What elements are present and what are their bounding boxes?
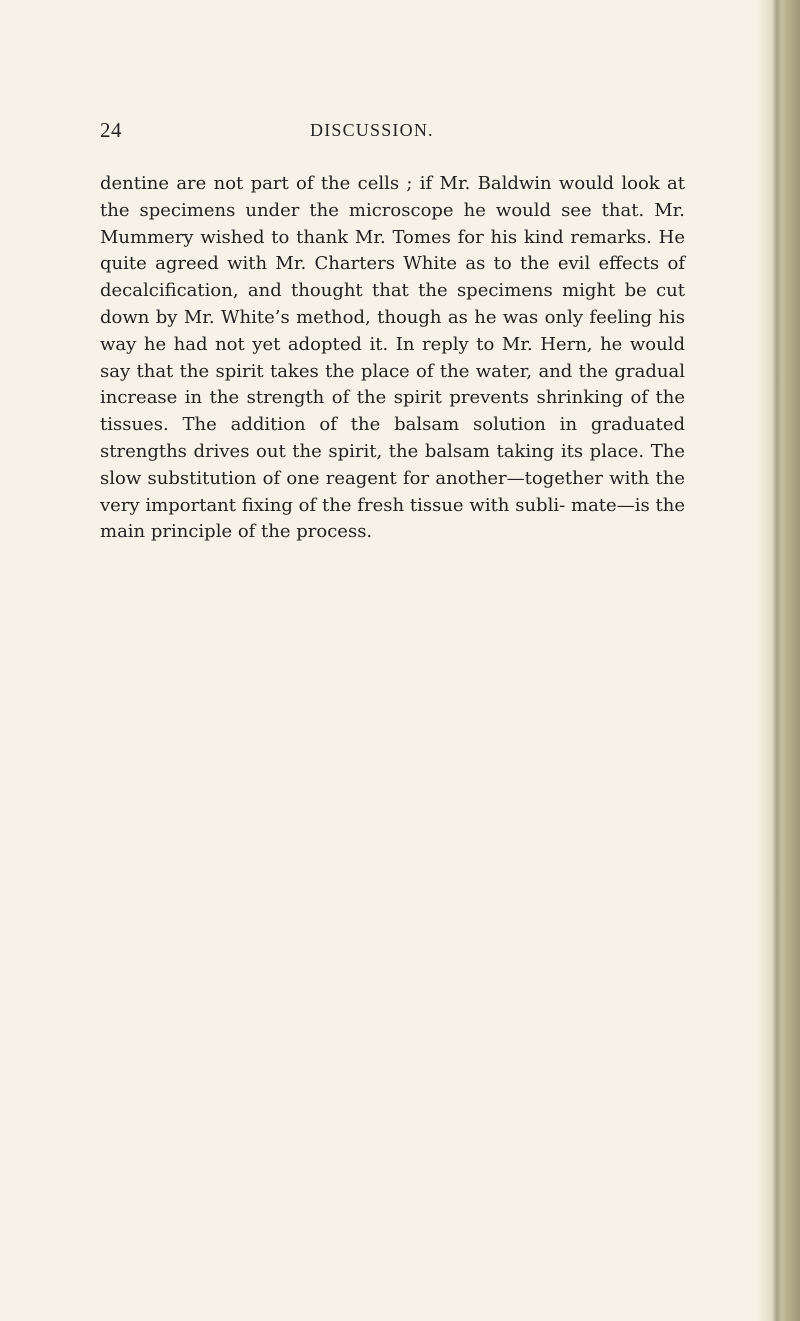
section-title: DISCUSSION. [310, 120, 434, 140]
binding-shadow [772, 0, 782, 1321]
running-head [100, 118, 678, 146]
page-number: 24 [100, 118, 122, 142]
body-paragraph: dentine are not part of the cells ; if Mr. Baldwin would look at the specimens under the microscope he would see that. Mr. Mummery wished to thank Mr. Tomes for his kind remarks. He quite agreed with Mr. Charters White as to the evil effects of decalcification, and thought that the specimens might be cut down by Mr. White’s method, though as he was only feeling his way he had not yet adopted it. In reply to Mr. Hern, he would say that the spirit takes the place of the water, and the gradual increase in the strength of the spirit prevents shrinking of the tissues. The addition of the balsam solution in graduated strengths drives out the spirit, the balsam taking its place. The slow substitution of one reagent for another—together with the very important fixing of the fresh tissue with subli- mate—is the main principle of the process. [100, 173, 685, 543]
